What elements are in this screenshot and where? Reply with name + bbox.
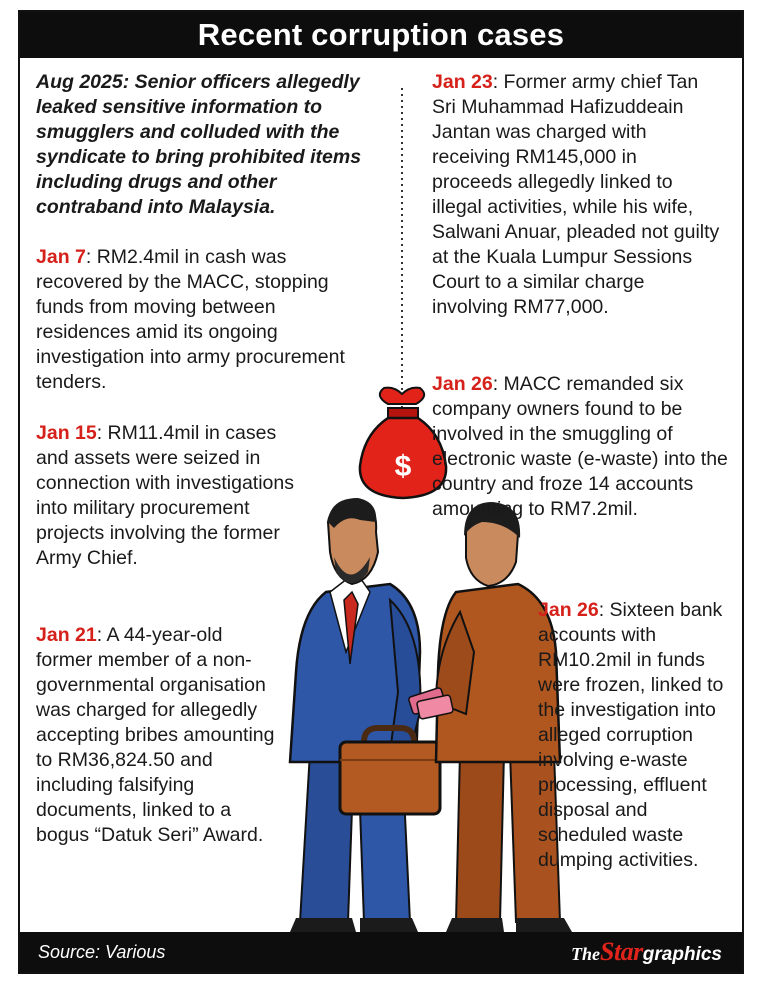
case-jan-21	[36, 623, 276, 848]
logo-the: The	[570, 944, 600, 964]
infographic	[18, 10, 744, 974]
case-jan-23	[432, 70, 722, 320]
case-date: Jan 23	[432, 71, 493, 93]
case-jan-15	[36, 421, 312, 571]
case-text: : A 44-year-old former member of a non-governmental organisation was charged for allegedly accepting bribes amounting to RM36,824.50 and including falsifying documents, linked to a bogus “Datuk Seri” Award.	[36, 624, 275, 846]
briefcase-icon	[340, 728, 440, 814]
page-title: Recent corruption cases	[20, 12, 742, 58]
dollar-sign: $	[394, 450, 412, 483]
case-date: Jan 21	[36, 624, 97, 646]
case-jan-7	[36, 245, 354, 395]
case-date: Jan 7	[36, 246, 86, 268]
footer-bar	[20, 932, 742, 972]
case-text: : RM11.4mil in cases and assets were seized in connection with investigations into military procurement projects involving the former Army Chief.	[36, 422, 294, 569]
case-text: : RM2.4mil in cash was recovered by the MACC, stopping funds from moving between residences amid its ongoing investigation into army procurement tenders.	[36, 246, 345, 393]
case-date: Jan 26	[432, 373, 493, 395]
case-jan-26-accounts	[538, 598, 728, 873]
case-date: Jan 15	[36, 422, 97, 444]
logo-graphics: graphics	[642, 944, 722, 965]
source-note: Source: Various	[38, 942, 166, 962]
case-jan-26-macc	[432, 372, 738, 522]
logo-star: Star	[599, 937, 643, 966]
case-text: : Sixteen bank accounts with RM10.2mil in funds were frozen, linked to the investigation into alleged corruption involving e-waste processing, effluent disposal and scheduled waste dumping activities.	[538, 599, 724, 871]
thestar-graphics-logo	[571, 937, 722, 971]
lead-paragraph: Aug 2025: Senior officers allegedly leaked sensitive information to smugglers and colluded with the syndicate to bring prohibited items including drugs and other contraband into Malaysia.	[36, 71, 362, 218]
case-text: : MACC remanded six company owners found to be involved in the smuggling of electronic waste (e-waste) into the country and froze 14 accounts amounting to RM7.2mil.	[432, 373, 728, 520]
case-text: : Former army chief Tan Sri Muhammad Hafizuddeain Jantan was charged with receiving RM145,000 in proceeds allegedly linked to illegal activities, while his wife, Salwani Anuar, pleaded not guilty at the Kuala Lumpur Sessions Court to a similar charge involving RM77,000.	[432, 71, 720, 318]
case-date: Jan 26	[538, 599, 599, 621]
